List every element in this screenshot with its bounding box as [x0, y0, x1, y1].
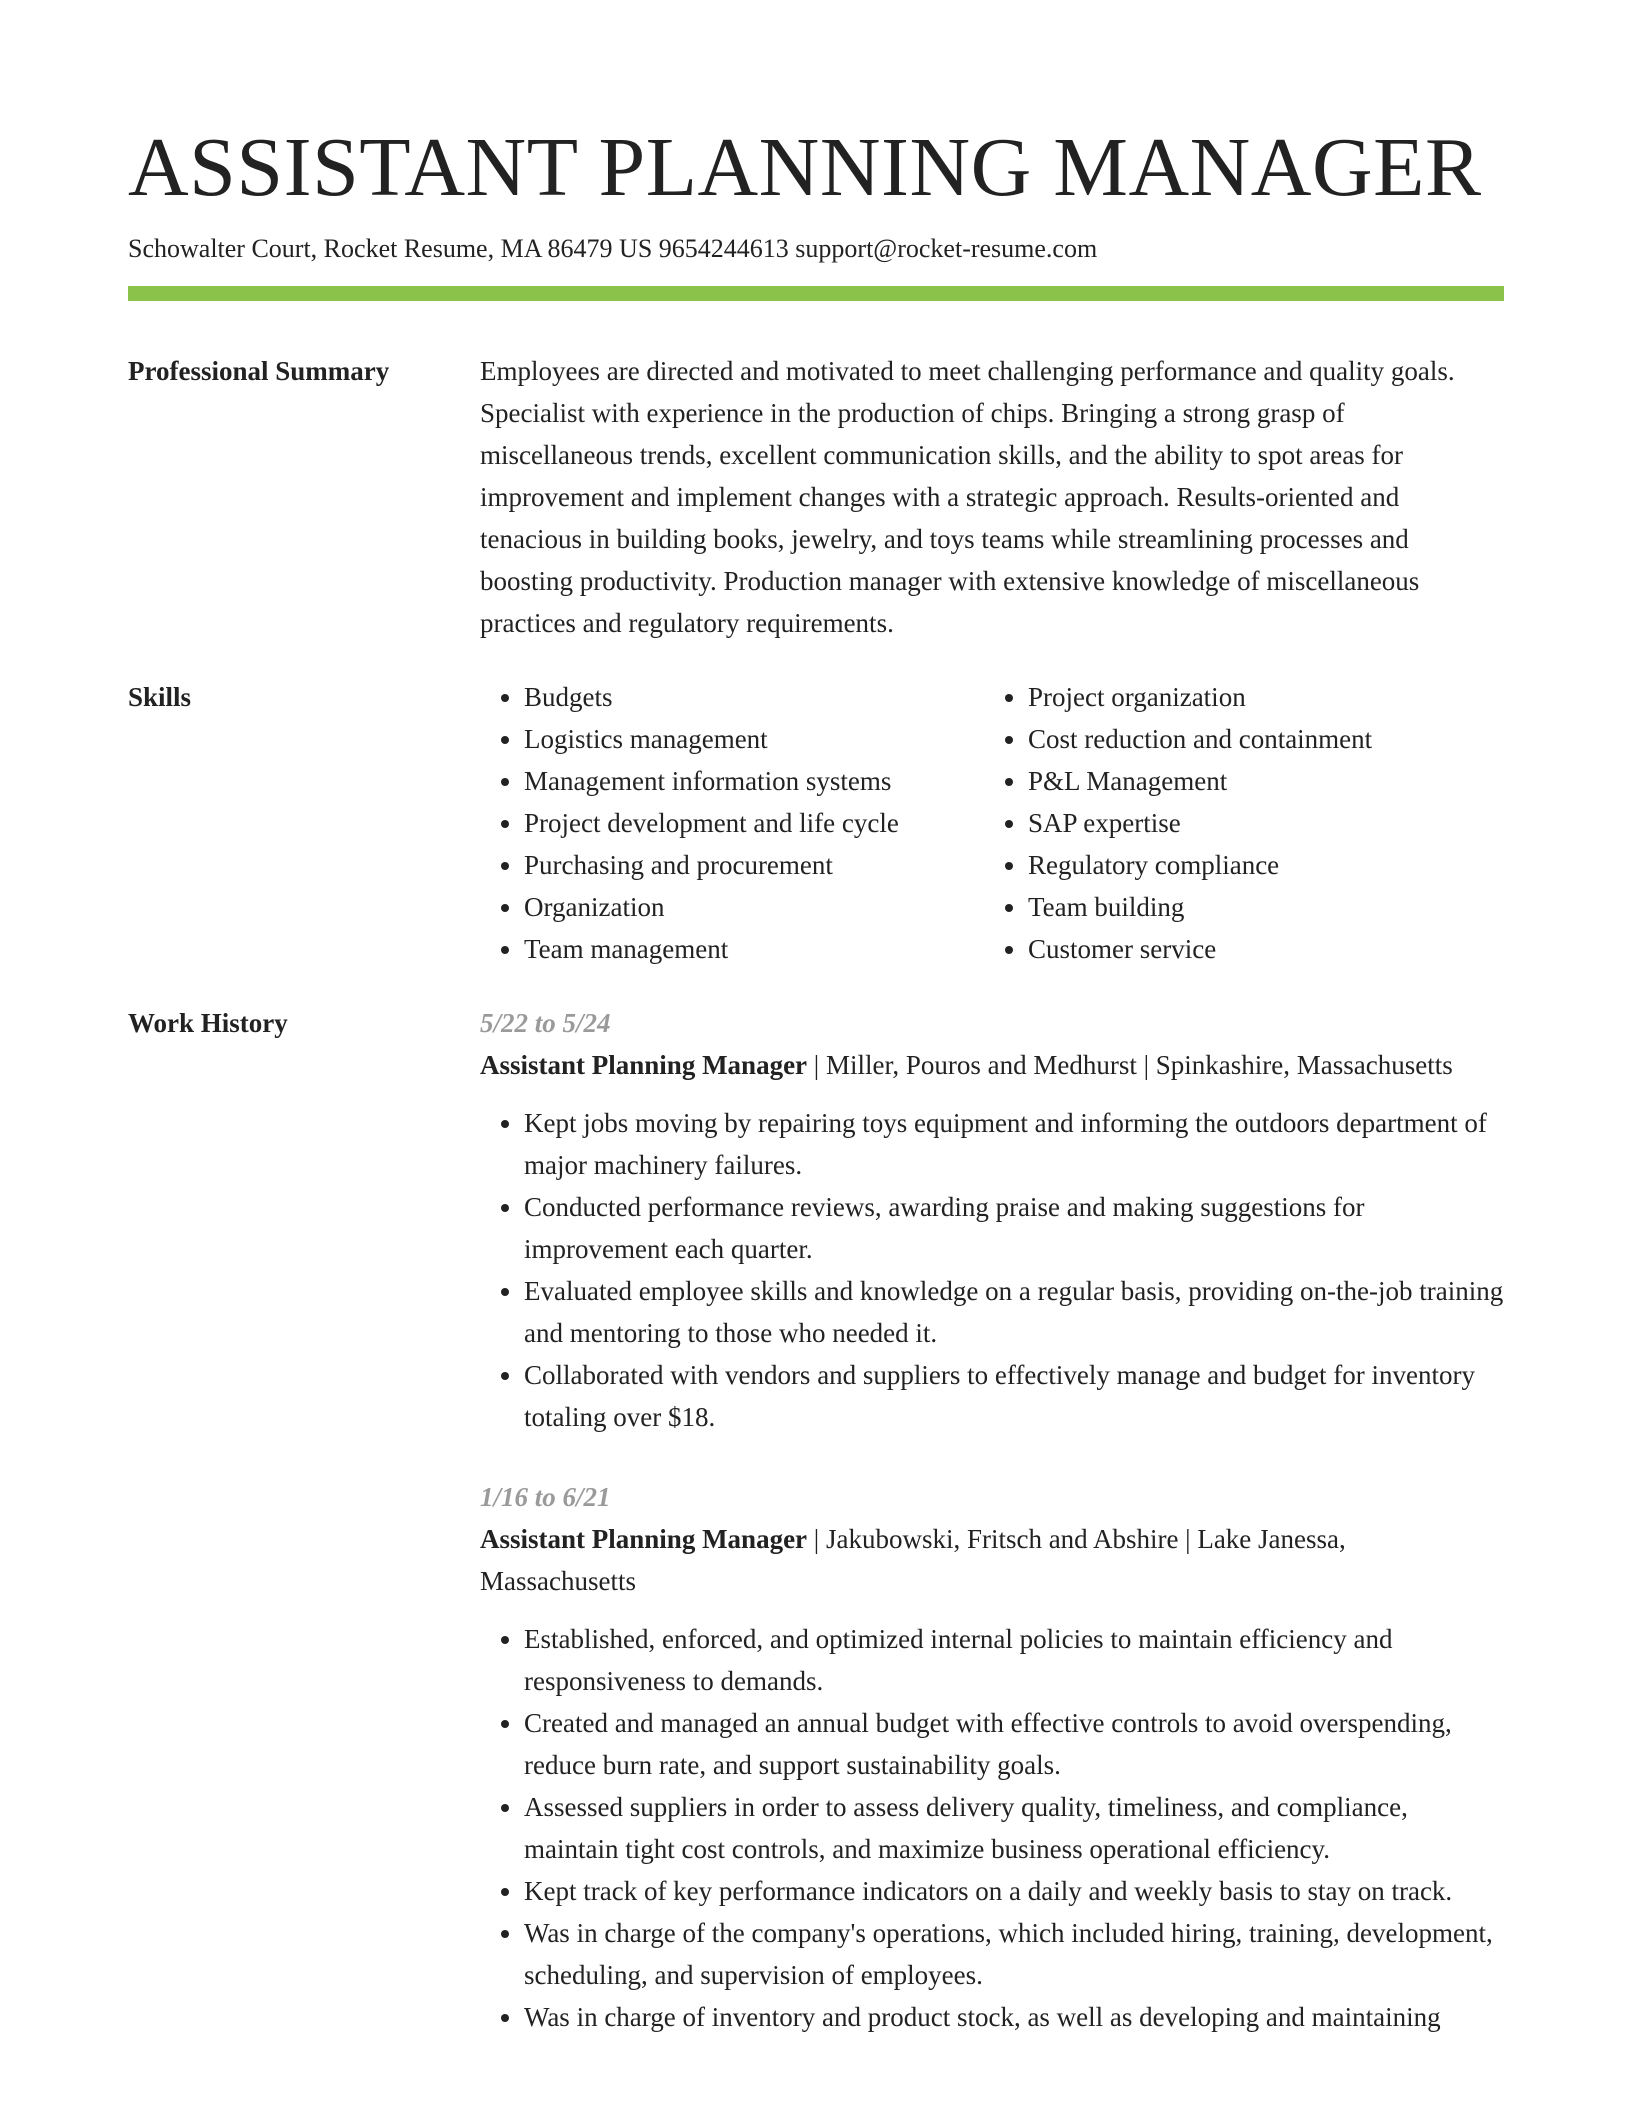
job-heading: [480, 1044, 1504, 1086]
skill-item: • Team building: [1028, 886, 1488, 928]
job-employer-location: | Jakubowski, Fritsch and Abshire | Lake Janessa, Massachusetts: [480, 1524, 1346, 1596]
summary-section-title: Professional Summary: [128, 356, 390, 386]
job-title: Assistant Planning Manager: [480, 1524, 808, 1554]
job-dates: 1/16 to 6/21: [480, 1482, 611, 1512]
skill-item: • Cost reduction and containment: [1028, 718, 1488, 760]
resume-name-heading: ASSISTANT PLANNING MANAGER: [128, 121, 1482, 214]
job-bullet: • Kept track of key performance indicators on a daily and weekly basis to stay on track.: [524, 1870, 1504, 1912]
job-bullet: • Assessed suppliers in order to assess delivery quality, timeliness, and compliance, maintain tight cost controls, and maximize business operational efficiency.: [524, 1786, 1504, 1870]
skills-list-right: [984, 676, 1488, 970]
skill-item: • P&L Management: [1028, 760, 1488, 802]
job-dates: 5/22 to 5/24: [480, 1008, 611, 1038]
skill-item: • SAP expertise: [1028, 802, 1488, 844]
skills-list-left: [480, 676, 984, 970]
job-heading: [480, 1518, 1504, 1602]
skill-item: • Customer service: [1028, 928, 1488, 970]
job-bullet: • Conducted performance reviews, awarding praise and making suggestions for improvement each quarter.: [524, 1186, 1504, 1270]
job-title: Assistant Planning Manager: [480, 1050, 808, 1080]
skill-item: • Project development and life cycle: [524, 802, 984, 844]
skill-item: • Organization: [524, 886, 984, 928]
skill-item: • Logistics management: [524, 718, 984, 760]
job-entry: [480, 1476, 1504, 2038]
accent-divider: [128, 286, 1504, 301]
summary-body: [480, 350, 1504, 644]
summary-text: Employees are directed and motivated to meet challenging performance and quality goals. Specialist with experience in the production of chips. Bringing a strong grasp of miscellaneous trends, excellent communication skills, and the ability to spot areas for improvement and implement changes with a strategic approach. Results-oriented and tenacious in building books, jewelry, and toys teams while streamlining processes and boosting productivity. Production manager with extensive knowledge of miscellaneous practices and regulatory requirements.: [480, 356, 1455, 638]
job-bullet: • Was in charge of the company's operations, which included hiring, training, development, scheduling, and supervision of employees.: [524, 1912, 1504, 1996]
skill-item: • Project organization: [1028, 676, 1488, 718]
skills-body: [480, 676, 1504, 970]
job-bullet: • Was in charge of inventory and product stock, as well as developing and maintaining: [524, 1996, 1504, 2038]
skill-item: • Purchasing and procurement: [524, 844, 984, 886]
job-bullet: • Collaborated with vendors and suppliers to effectively manage and budget for inventory totaling over $18.: [524, 1354, 1504, 1438]
work-history-section-title: Work History: [128, 1008, 288, 1038]
skill-item: • Team management: [524, 928, 984, 970]
job-employer-location: | Miller, Pouros and Medhurst | Spinkashire, Massachusetts: [807, 1050, 1453, 1080]
contact-line: Schowalter Court, Rocket Resume, MA 86479 US 9654244613 support@rocket-resume.com: [128, 234, 1098, 263]
job-entry: [480, 1002, 1504, 1438]
job-bullet-list: [480, 1618, 1504, 2038]
skill-item: • Budgets: [524, 676, 984, 718]
job-bullet: • Created and managed an annual budget with effective controls to avoid overspending, reduce burn rate, and support sustainability goals.: [524, 1702, 1504, 1786]
skills-section-title: Skills: [128, 682, 192, 712]
job-bullet: • Kept jobs moving by repairing toys equipment and informing the outdoors department of major machinery failures.: [524, 1102, 1504, 1186]
work-history-body: [480, 1002, 1504, 2076]
skills-columns: [480, 676, 1504, 970]
job-bullet-list: [480, 1102, 1504, 1438]
job-bullet: • Evaluated employee skills and knowledge on a regular basis, providing on-the-job training and mentoring to those who needed it.: [524, 1270, 1504, 1354]
job-bullet: • Established, enforced, and optimized internal policies to maintain efficiency and responsiveness to demands.: [524, 1618, 1504, 1702]
skill-item: • Regulatory compliance: [1028, 844, 1488, 886]
skill-item: • Management information systems: [524, 760, 984, 802]
